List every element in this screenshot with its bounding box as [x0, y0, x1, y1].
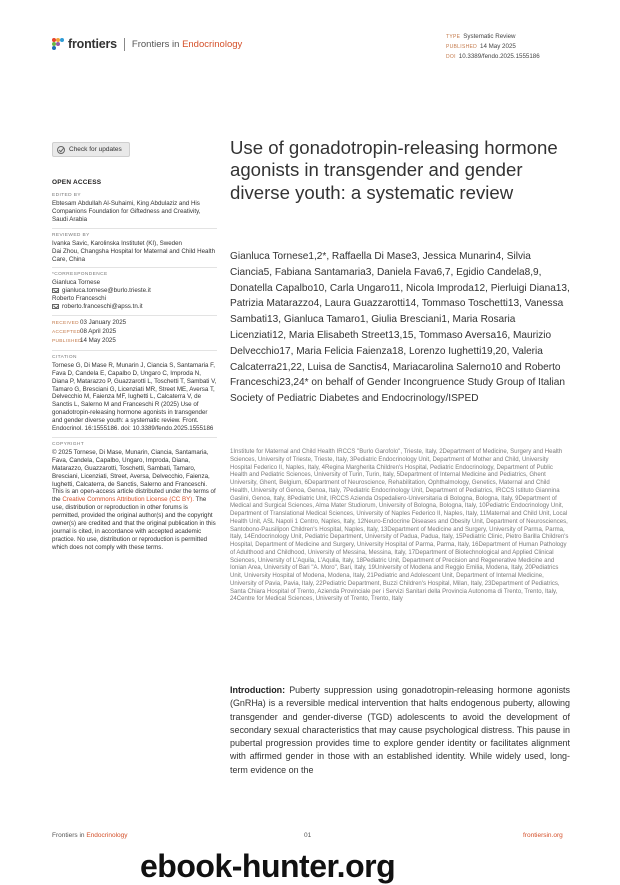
footer-journal[interactable]: Frontiers in Endocrinology	[52, 832, 128, 839]
brand-divider	[124, 38, 125, 51]
meta-doi: DOI 10.3389/fendo.2025.1555186	[446, 53, 540, 61]
editor: Ebtesam Abdullah Al-Suhaimi, King Abdulaziz and His Companions Foundation for Giftedness and Creativity, Saudi Arabia	[52, 200, 201, 223]
open-access-label: OPEN ACCESS	[52, 179, 102, 186]
divider	[52, 350, 217, 351]
brand-name: frontiers	[68, 37, 117, 51]
mail-icon	[52, 288, 59, 293]
cc-by-link[interactable]: Creative Commons Attribution License (CC BY).	[62, 496, 195, 504]
author-list: Gianluca Tornese1,2*, Raffaella Di Mase3, Jessica Munarin4, Silvia Ciancia5, Fabiana Santamaria3, Daniela Fava6,7, Egidio Candela8,9, Donatella Capalbo10, Carla Ungaro11, Nicola Improda12, Pierluigi Diana13, Patrizia Matarazzo4, Laura Guazzarotti14, Tommaso Toschetti13, Vanessa Sambati13, Gianluca Tamaro1, Giulia Bresciani1, Maria Rosaria Licenziati12, Maria Elisabeth Street13,15, Tommaso Aversa16, Maurizio Delvecchio17, Maria Felicia Faienza18, Lorenzo Iughetti19,20, Valeria Calcaterra21,22, Luisa de Sanctis4, Mariacarolina Salerno10 and Roberto Franceschi23,24* on behalf of Gender Incongruence Study Group of Italian Society of Pediatric Diabetes and Endocrinology/ISPED	[230, 251, 570, 405]
corr-2-name: Roberto Franceschi	[52, 295, 106, 303]
frontiers-brand[interactable]	[52, 37, 242, 51]
reviewer-1: Ivanka Savic, Karolinska Institutet (KI), Sweden	[52, 239, 182, 247]
article-info-panel	[52, 192, 217, 552]
divider	[52, 228, 217, 229]
footer-site-link[interactable]: frontiersin.org	[523, 832, 563, 839]
corr-2-email: roberto.franceschi@apss.tn.it	[52, 303, 217, 311]
meta-type: TYPE Systematic Review	[446, 33, 516, 40]
copyright-label: COPYRIGHT	[52, 441, 85, 447]
mail-icon	[52, 304, 59, 309]
corr-1-email: gianluca.tornese@burlo.trieste.it	[52, 287, 217, 295]
date-published: PUBLISHED14 May 2025	[52, 336, 116, 344]
page-number: 01	[304, 832, 312, 839]
edited-by-label: EDITED BY	[52, 193, 81, 198]
divider	[52, 315, 217, 316]
corr-1-name: Gianluca Tornese	[52, 279, 101, 287]
check-circle-icon	[57, 146, 65, 154]
reviewer-2: Dai Zhou, Changsha Hospital for Maternal and Child Health Care, China	[52, 247, 216, 263]
journal-title[interactable]: Frontiers in Endocrinology	[131, 38, 243, 50]
date-accepted: ACCEPTED08 April 2025	[52, 327, 117, 335]
frontiers-logo-icon	[52, 38, 64, 50]
article-title: Use of gonadotropin-releasing hormone agonists in transgender and gender diverse youth: a systematic review	[230, 137, 558, 203]
citation-text: Tornese G, Di Mase R, Munarin J, Ciancia S, Santamaria F, Fava D, Candela E, Capalbo D, Ungaro C, Improda N, Diana P, Matarazzo P, Guazzarotti L, Toschetti T, Sambati V, Tamaro G, Bresciani G, Licenziati MR, Street ME, Aversa T, Delvecchio M, Faienza MF, Iughetti L, Calcaterra V, de Sanctis L, Salerno M and Franceschi R (2025) Use of gonadotropin-releasing hormone agonists in transgender and gender diverse youth: a systematic review. Front. Endocrinol. 16:1555186. doi: 10.3389/fendo.2025.1555186	[52, 361, 217, 433]
divider	[52, 437, 217, 438]
abstract	[230, 684, 570, 777]
watermark: ebook-hunter.org	[140, 848, 396, 884]
abstract-body: Puberty suppression using gonadotropin-releasing hormone agonists (GnRHa) is a reversible medical intervention that halts endogenous puberty, allowing transgender and gender-diverse (TGD) adolescents to avoid the development of secondary sexual characteristics that may cause psychological distress. This pause in pubertal progression provides time to explore gender identity or facilitates alignment with affirmed gender in those with an established identity. While widely used, long-term evidence on the	[230, 685, 570, 775]
copyright-text: © 2025 Tornese, Di Mase, Munarin, Ciancia, Santamaria, Fava, Candela, Capalbo, Ungaro, Improda, Diana, Matarazzo, Guazzarotti, Toschetti, Sambati, Tamaro, Bresciani, Licenziati, Street, Aversa, Delvecchio, Faienza, Iughetti, Calcaterra, de Sanctis, Salerno and Franceschi. This is an open-access article distributed under the terms of the Creative Commons Attribution License (CC BY). The use, distribution or reproduction in other forums is permitted, provided the original author(s) and the copyright owner(s) are credited and that the original publication in this journal is cited, in accordance with accepted academic practice. No use, distribution or reproduction is permitted which does not comply with these terms.	[52, 448, 216, 551]
check-for-updates-button[interactable]	[52, 142, 130, 157]
meta-published: PUBLISHED 14 May 2025	[446, 43, 516, 51]
check-for-updates-label: Check for updates	[69, 146, 122, 153]
abstract-heading: Introduction:	[230, 685, 286, 695]
correspondence-label: *CORRESPONDENCE	[52, 272, 108, 278]
divider	[52, 267, 217, 268]
page-footer	[0, 832, 620, 848]
citation-label: CITATION	[52, 354, 77, 360]
affiliations: 1Institute for Maternal and Child Health IRCCS "Burlo Garofolo", Trieste, Italy, 2Department of Medicine, Surgery and Health Sciences, University of Trieste, Trieste, Italy, 3Pediatric Endocrinology Unit, Department of Mother and Child, University Hospital Federico II, Naples, Italy, 4Regina Margherita Children's Hospital, Pediatric Endocrinology, Department of Public Health and Pediatric Sciences, University of Turin, Turin, Italy, 5Department of Internal Medicine and Pediatrics, Ghent University, Ghent, Belgium, 6Department of Neuroscience, Rehabilitation, Ophthalmology, Genetics, Maternal and Child Health, University of Genoa, Genoa, Italy, 7Pediatric Endocrinology Unit, Department of Pediatrics, IRCCS Istituto Giannina Gaslini, Genoa, Italy, 8Pediatric Unit, IRCCS Azienda Ospedaliero-Universitaria di Bologna, Bologna, Italy, 9Department of Medical and Surgical Sciences, Alma Mater Studiorum, University of Bologna, Bologna, Italy, 10Pediatric Endocrinology Unit, Department of Translational Medical Sciences, University of Naples Federico II, Naples, Italy, 11Maternal and Child Unit, Local Health Unit, ASL Napoli 1 Centro, Naples, Italy, 12Neuro-Endocrine Diseases and Obesity Unit, Department of Neurosciences, Santobono-Pausilipon Children's Hospital, Naples, Italy, 13Department of Medicine and Surgery, University of Parma, Parma, Italy, 14Endocrinology Unit, Pediatric Department, University of Padua, Padua, Italy, 15Pediatric Clinic, Pietro Barilla Children's Hospital, Department of Medicine and Surgery, University Hospital of Parma, Parma, Italy, 16Department of Human Pathology of Adulthood and Childhood, University of Messina, Messina, Italy, 17Department of Biotechnological and Applied Clinical Sciences, University of L'Aquila, L'Aquila, Italy, 18Pediatric Unit, Department of Precision and Regenerative Medicine and Ionian Area, University of Bari "A. Moro", Bari, Italy, 19University of Modena and Reggio Emilia, Modena, Italy, 20Pediatrics Unit, University Hospital of Modena, Modena, Italy, 21Pediatric and Adolescent Unit, Department of Internal Medicine, University of Pavia, Pavia, Italy, 22Pediatric Department, Buzzi Children's Hospital, Milan, Italy, 23Department of Pediatrics, Santa Chiara Hospital of Trento, Azienda Provinciale per i Servizi Sanitari della Provincia Autonoma di Trento, Trento, Italy, 24Centre for Medical Sciences, University of Trento, Trento, Italy	[230, 449, 569, 603]
date-received: RECEIVED03 January 2025	[52, 319, 127, 327]
article-meta	[446, 32, 540, 63]
reviewed-by-label: REVIEWED BY	[52, 232, 90, 238]
